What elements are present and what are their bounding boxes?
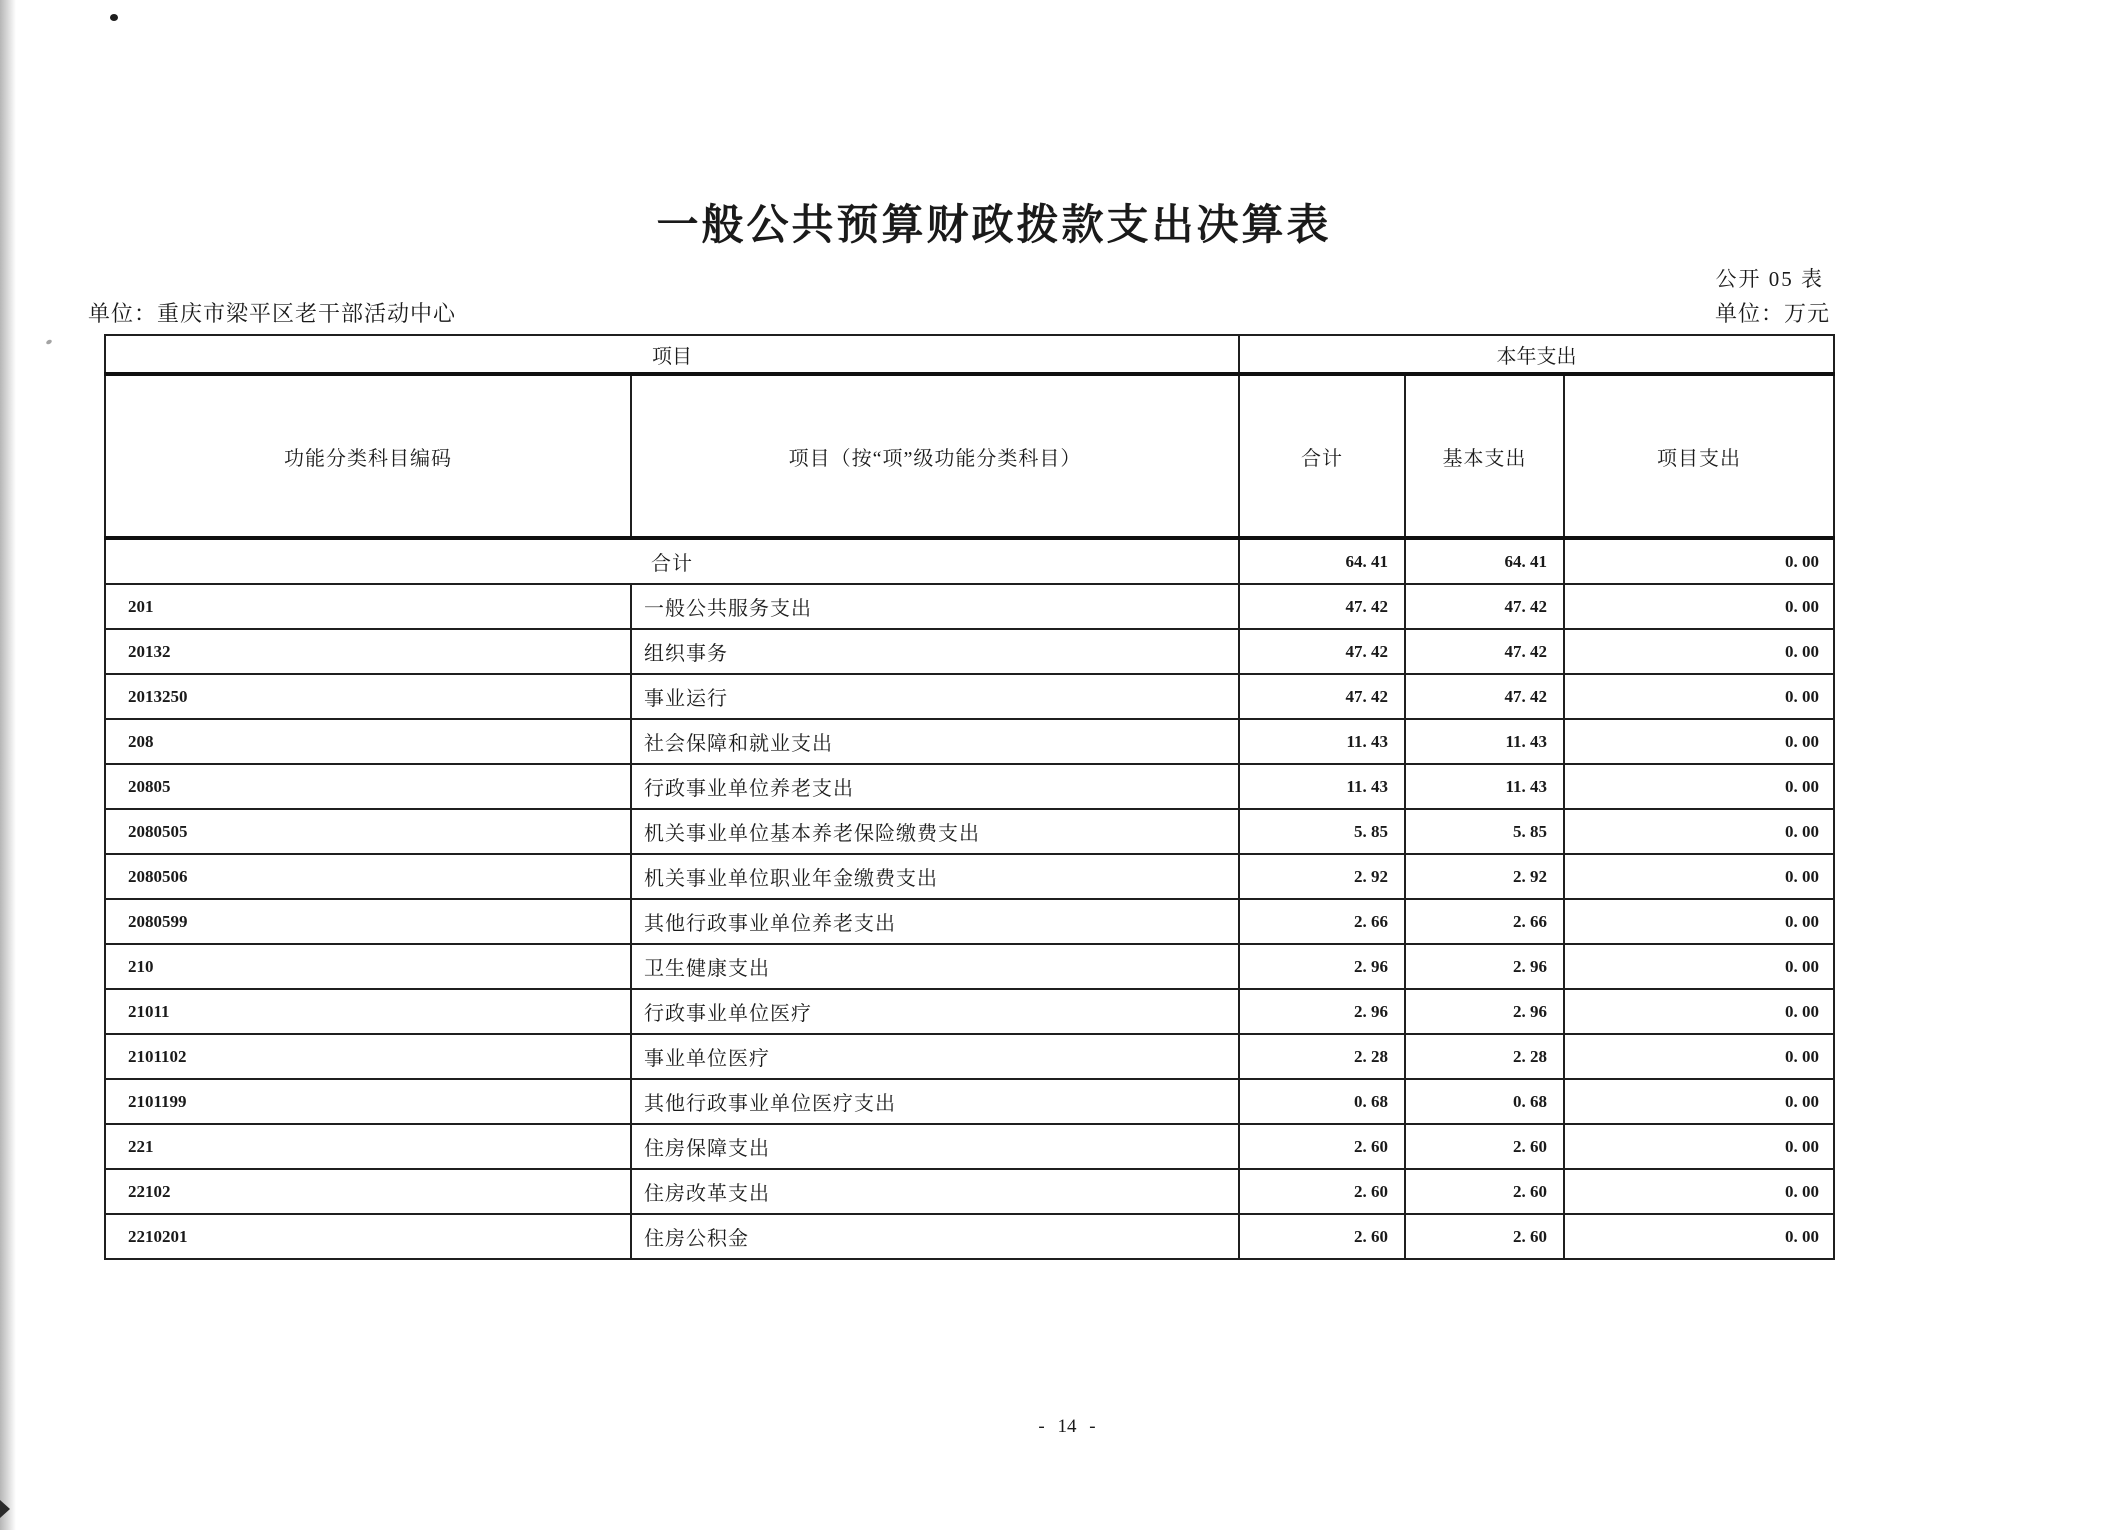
cell-item: 卫生健康支出 <box>631 944 1239 989</box>
budget-table <box>104 334 1835 1260</box>
cell-code: 21011 <box>105 989 631 1034</box>
cell-project: 0. 00 <box>1564 1079 1834 1124</box>
table-row <box>105 899 1834 944</box>
cell-basic: 2. 60 <box>1405 1124 1564 1169</box>
table-row <box>105 764 1834 809</box>
cell-code: 201 <box>105 584 631 629</box>
table-row <box>105 989 1834 1034</box>
cell-item: 社会保障和就业支出 <box>631 719 1239 764</box>
cell-project: 0. 00 <box>1564 944 1834 989</box>
cell-total: 2. 92 <box>1239 854 1405 899</box>
header-group-row <box>105 335 1834 374</box>
table-body <box>105 538 1834 1259</box>
cell-total: 47. 42 <box>1239 629 1405 674</box>
cell-total: 2. 60 <box>1239 1214 1405 1259</box>
cell-total: 2. 96 <box>1239 989 1405 1034</box>
cell-total: 11. 43 <box>1239 719 1405 764</box>
table-head <box>105 335 1834 538</box>
page-number: - 14 - <box>1038 1416 1096 1437</box>
total-row <box>105 538 1834 584</box>
cell-basic: 11. 43 <box>1405 719 1564 764</box>
cell-item: 住房改革支出 <box>631 1169 1239 1214</box>
header-group-project: 项目 <box>105 335 1239 374</box>
cell-total: 2. 60 <box>1239 1169 1405 1214</box>
cell-basic: 2. 66 <box>1405 899 1564 944</box>
header-group-current-year: 本年支出 <box>1239 335 1834 374</box>
cell-project: 0. 00 <box>1564 989 1834 1034</box>
header-col-item: 项目（按“项”级功能分类科目） <box>631 374 1239 538</box>
table-row <box>105 1079 1834 1124</box>
cell-total-label: 合计 <box>105 538 1239 584</box>
cell-project: 0. 00 <box>1564 719 1834 764</box>
header-col-basic: 基本支出 <box>1405 374 1564 538</box>
cell-project: 0. 00 <box>1564 674 1834 719</box>
scan-edge-shadow <box>0 0 16 1530</box>
scan-speck-artifact <box>45 339 52 345</box>
cell-code: 221 <box>105 1124 631 1169</box>
table-row <box>105 809 1834 854</box>
cell-basic: 2. 92 <box>1405 854 1564 899</box>
cell-total: 0. 68 <box>1239 1079 1405 1124</box>
cell-item: 住房保障支出 <box>631 1124 1239 1169</box>
cell-project: 0. 00 <box>1564 629 1834 674</box>
cell-project: 0. 00 <box>1564 1034 1834 1079</box>
cell-item: 其他行政事业单位养老支出 <box>631 899 1239 944</box>
scan-dot-artifact <box>110 14 118 21</box>
cell-item: 其他行政事业单位医疗支出 <box>631 1079 1239 1124</box>
cell-project: 0. 00 <box>1564 854 1834 899</box>
table-row <box>105 1214 1834 1259</box>
cell-code: 210 <box>105 944 631 989</box>
cell-code: 20132 <box>105 629 631 674</box>
table-row <box>105 944 1834 989</box>
cell-total: 47. 42 <box>1239 584 1405 629</box>
cell-code: 2080506 <box>105 854 631 899</box>
cell-code: 2101199 <box>105 1079 631 1124</box>
cell-item: 机关事业单位职业年金缴费支出 <box>631 854 1239 899</box>
table-row <box>105 719 1834 764</box>
cell-total: 47. 42 <box>1239 674 1405 719</box>
cell-basic: 2. 60 <box>1405 1214 1564 1259</box>
cell-total: 2. 66 <box>1239 899 1405 944</box>
cell-project: 0. 00 <box>1564 1214 1834 1259</box>
cell-total: 5. 85 <box>1239 809 1405 854</box>
cell-total-sum: 64. 41 <box>1239 538 1405 584</box>
cell-basic: 47. 42 <box>1405 629 1564 674</box>
table-code-label: 公开 05 表 <box>1715 267 1824 291</box>
header-col-total: 合计 <box>1239 374 1405 538</box>
table-row <box>105 629 1834 674</box>
cell-total: 11. 43 <box>1239 764 1405 809</box>
unit-name-label: 单位：重庆市梁平区老干部活动中心 <box>88 301 457 326</box>
cell-code: 2080505 <box>105 809 631 854</box>
cell-basic: 11. 43 <box>1405 764 1564 809</box>
cell-item: 事业运行 <box>631 674 1239 719</box>
cell-code: 2080599 <box>105 899 631 944</box>
cell-item: 机关事业单位基本养老保险缴费支出 <box>631 809 1239 854</box>
table-row <box>105 584 1834 629</box>
cell-basic: 47. 42 <box>1405 584 1564 629</box>
cell-project: 0. 00 <box>1564 584 1834 629</box>
cell-item: 组织事务 <box>631 629 1239 674</box>
cell-code: 2210201 <box>105 1214 631 1259</box>
header-columns-row <box>105 374 1834 538</box>
cell-code: 208 <box>105 719 631 764</box>
cell-total: 2. 60 <box>1239 1124 1405 1169</box>
cell-project: 0. 00 <box>1564 899 1834 944</box>
cell-basic: 2. 60 <box>1405 1169 1564 1214</box>
cell-total-basic: 64. 41 <box>1405 538 1564 584</box>
header-col-code: 功能分类科目编码 <box>105 374 631 538</box>
header-col-project: 项目支出 <box>1564 374 1834 538</box>
cell-total: 2. 28 <box>1239 1034 1405 1079</box>
cell-basic: 0. 68 <box>1405 1079 1564 1124</box>
table-row <box>105 1034 1834 1079</box>
cell-total: 2. 96 <box>1239 944 1405 989</box>
cell-basic: 2. 96 <box>1405 989 1564 1034</box>
cell-item: 事业单位医疗 <box>631 1034 1239 1079</box>
cell-project: 0. 00 <box>1564 764 1834 809</box>
table-row <box>105 674 1834 719</box>
table-row <box>105 1124 1834 1169</box>
table-row <box>105 1169 1834 1214</box>
cell-item: 行政事业单位养老支出 <box>631 764 1239 809</box>
cell-item: 住房公积金 <box>631 1214 1239 1259</box>
page-title: 一般公共预算财政拨款支出决算表 <box>656 203 1332 249</box>
cell-basic: 5. 85 <box>1405 809 1564 854</box>
cell-basic: 2. 28 <box>1405 1034 1564 1079</box>
cell-basic: 2. 96 <box>1405 944 1564 989</box>
cell-basic: 47. 42 <box>1405 674 1564 719</box>
cell-project: 0. 00 <box>1564 1169 1834 1214</box>
cell-item: 一般公共服务支出 <box>631 584 1239 629</box>
table-row <box>105 854 1834 899</box>
cell-code: 2013250 <box>105 674 631 719</box>
cell-total-project: 0. 00 <box>1564 538 1834 584</box>
cell-code: 2101102 <box>105 1034 631 1079</box>
cell-code: 20805 <box>105 764 631 809</box>
cell-project: 0. 00 <box>1564 1124 1834 1169</box>
unit-measure-label: 单位：万元 <box>1714 301 1830 326</box>
cell-item: 行政事业单位医疗 <box>631 989 1239 1034</box>
cell-project: 0. 00 <box>1564 809 1834 854</box>
cell-code: 22102 <box>105 1169 631 1214</box>
